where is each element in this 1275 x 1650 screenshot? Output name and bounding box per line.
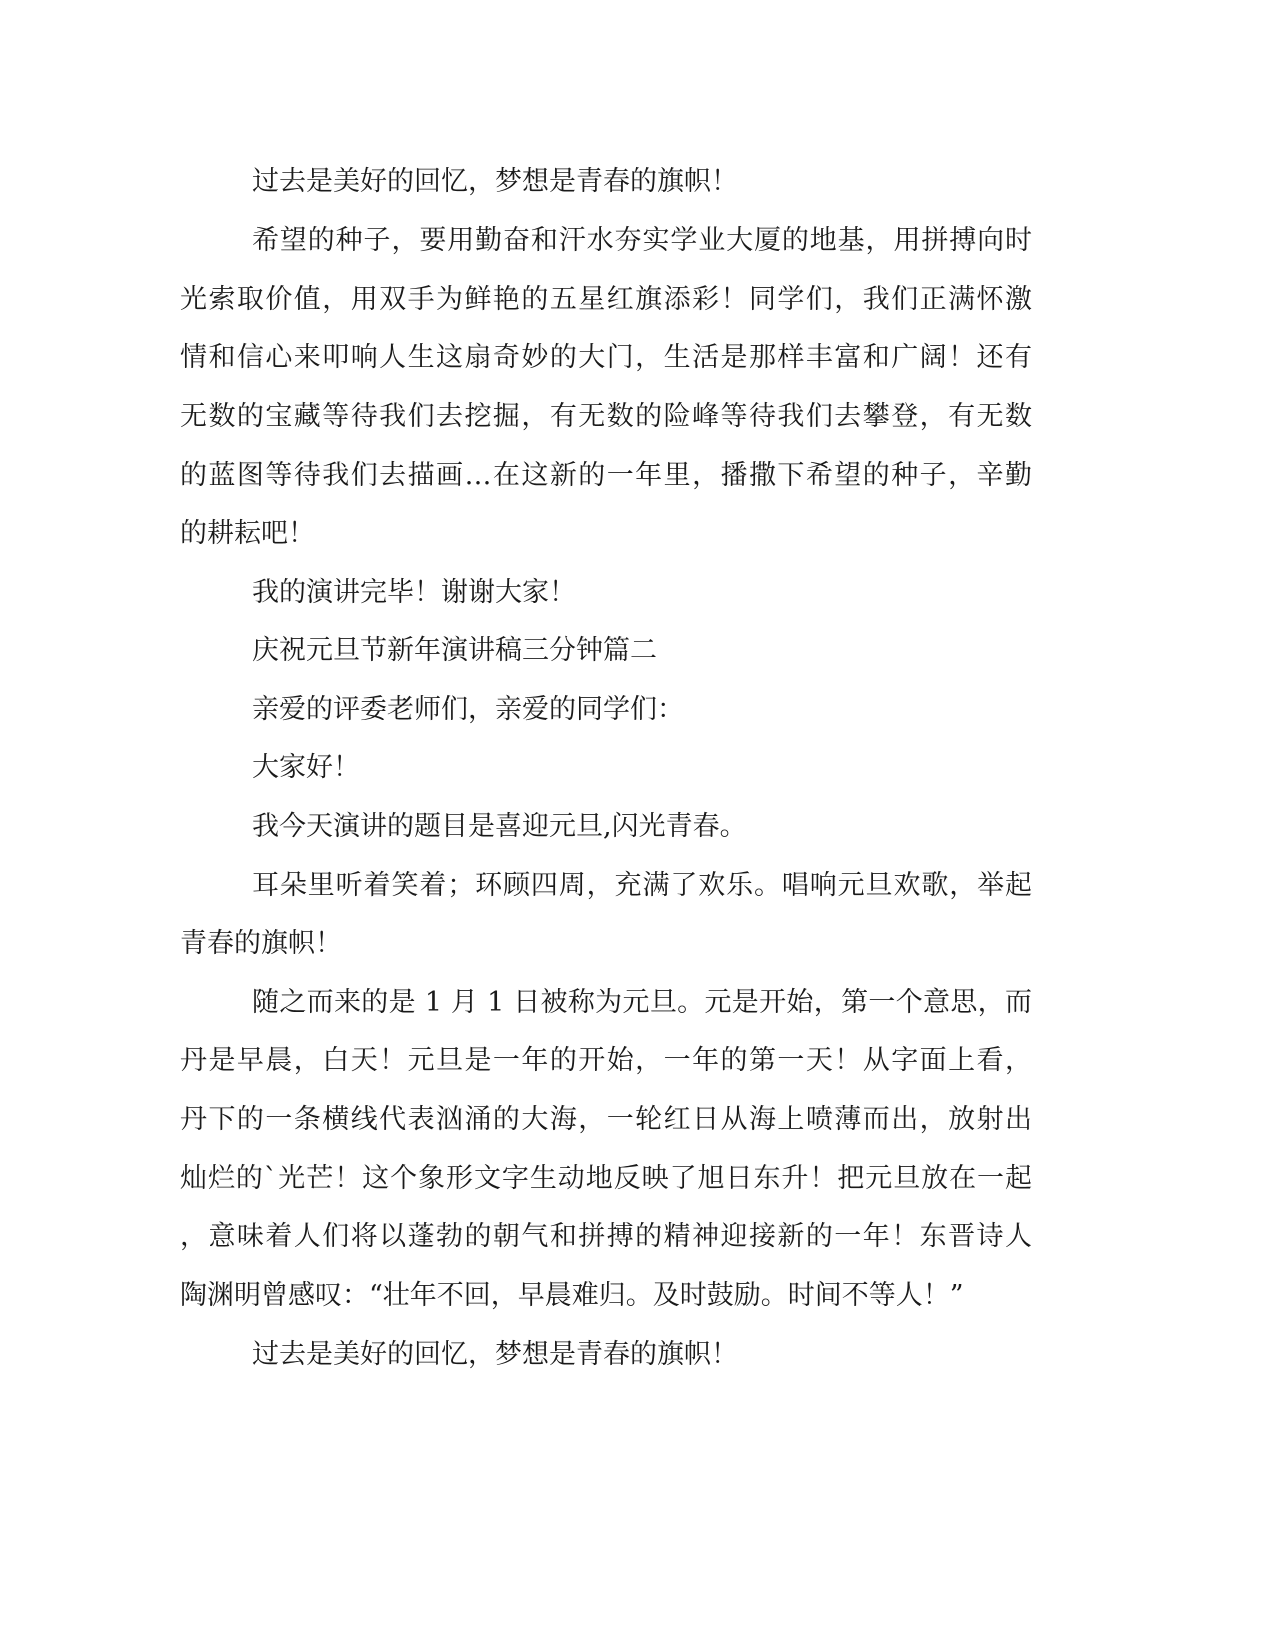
paragraph-line: 情和信心来叩响人生这扇奇妙的大门，生活是那样丰富和广阔！还有 bbox=[180, 342, 1032, 373]
paragraph-line: 随之而来的是 1 月 1 日被称为元旦。元是开始，第一个意思，而 bbox=[252, 987, 1032, 1018]
paragraph-line: 丹下的一条横线代表汹涌的大海，一轮红日从海上喷薄而出，放射出 bbox=[180, 1104, 1032, 1135]
paragraph-line: 过去是美好的回忆，梦想是青春的旗帜！ bbox=[252, 166, 738, 197]
paragraph-line: 我今天演讲的题目是喜迎元旦,闪光青春。 bbox=[252, 811, 747, 842]
paragraph-line: 的蓝图等待我们去描画…在这新的一年里，播撒下希望的种子，辛勤 bbox=[180, 460, 1032, 491]
paragraph-line: 希望的种子，要用勤奋和汗水夯实学业大厦的地基，用拼搏向时 bbox=[252, 225, 1032, 256]
paragraph-line: 过去是美好的回忆，梦想是青春的旗帜！ bbox=[252, 1339, 738, 1370]
greeting: 大家好！ bbox=[252, 752, 360, 783]
paragraph-line: ，意味着人们将以蓬勃的朝气和拼搏的精神迎接新的一年！东晋诗人 bbox=[180, 1221, 1032, 1252]
paragraph-line: 陶渊明曾感叹：“壮年不回，早晨难归。及时鼓励。时间不等人！” bbox=[180, 1280, 964, 1311]
section-title: 庆祝元旦节新年演讲稿三分钟篇二 bbox=[252, 635, 657, 666]
paragraph-line: 无数的宝藏等待我们去挖掘，有无数的险峰等待我们去攀登，有无数 bbox=[180, 401, 1032, 432]
paragraph-line: 的耕耘吧！ bbox=[180, 518, 315, 549]
salutation: 亲爱的评委老师们，亲爱的同学们： bbox=[252, 694, 684, 725]
paragraph-line: 丹是早晨，白天！元旦是一年的开始，一年的第一天！从字面上看， bbox=[180, 1045, 1032, 1076]
paragraph-line: 青春的旗帜！ bbox=[180, 928, 342, 959]
paragraph-line: 灿烂的`光芒！这个象形文字生动地反映了旭日东升！把元旦放在一起 bbox=[180, 1163, 1032, 1194]
paragraph-line: 耳朵里听着笑着；环顾四周，充满了欢乐。唱响元旦欢歌，举起 bbox=[252, 870, 1032, 901]
paragraph-line: 光索取价值，用双手为鲜艳的五星红旗添彩！同学们，我们正满怀激 bbox=[180, 284, 1032, 315]
paragraph-line: 我的演讲完毕！谢谢大家！ bbox=[252, 577, 576, 608]
